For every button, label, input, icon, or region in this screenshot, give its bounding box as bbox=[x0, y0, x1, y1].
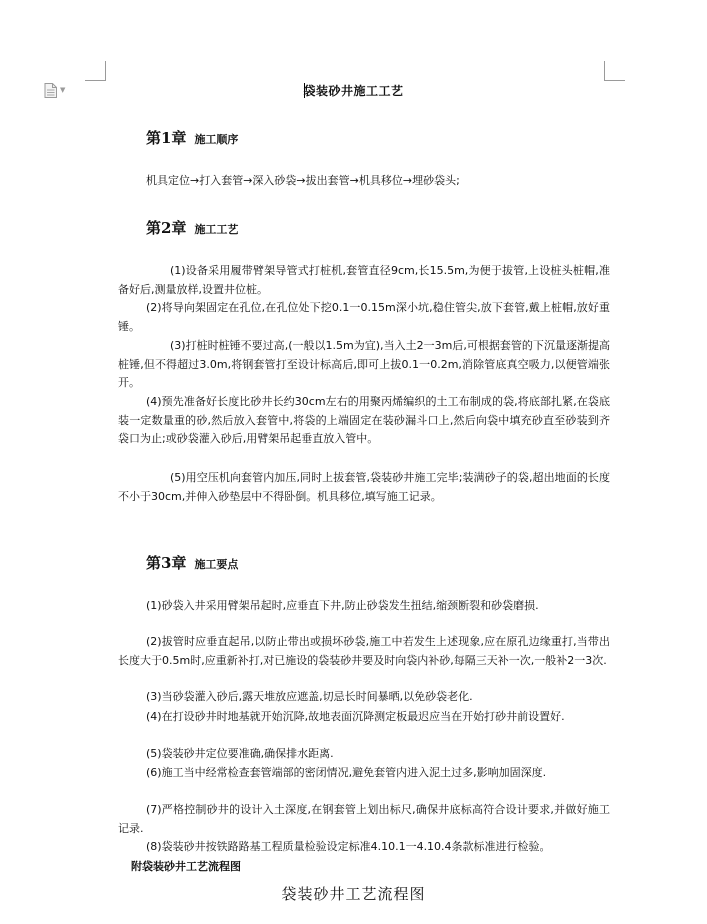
paragraph: (6)施工当中经常检查套管端部的密闭情况,避免套管内进入泥土过多,影响加固深度. bbox=[146, 766, 547, 779]
corner-mark-tl-h bbox=[85, 80, 105, 81]
corner-mark-tl-v bbox=[105, 61, 106, 81]
chapter-name: 施工要点 bbox=[194, 558, 239, 571]
paragraph: (1)设备采用履带臂架导管式打桩机,套管直径9cm,长15.5m,为便于拔管,上设桩头桩帽,准备好后,测量放样,设置井位桩。 bbox=[118, 264, 610, 296]
paragraph: (4)预先准备好长度比砂井长约30cm左右的用聚丙烯编织的土工布制成的袋,将底部扎紧,在袋底装一定数量重的砂,然后放入套管中,将袋的上端固定在装砂漏斗口上,然后向袋中填充砂直至砂装到齐袋口为止;或砂袋灌入砂后,用臂架吊起垂直放入管中。 bbox=[118, 395, 610, 445]
paragraph: (5)袋装砂井定位要准确,确保排水距离. bbox=[146, 747, 334, 760]
chapter-2-heading bbox=[146, 217, 238, 238]
paragraph: 机具定位→打入套管→深入砂袋→拔出套管→机具移位→埋砂袋头; bbox=[146, 174, 460, 187]
paragraph: (4)在打设砂井时地基就开始沉降,故地表面沉降测定板最迟应当在开始打砂井前设置好. bbox=[146, 710, 565, 723]
paragraph: (3)当砂袋灌入砂后,露天堆放应遮盖,切忌长时间暴晒,以免砂袋老化. bbox=[146, 690, 473, 703]
figure-title: 袋装砂井工艺流程图 bbox=[281, 885, 426, 903]
appendix-caption: 附袋装砂井工艺流程图 bbox=[131, 860, 241, 873]
document-title: 袋装砂井施工工艺 bbox=[303, 84, 404, 98]
chevron-down-icon[interactable]: ▼ bbox=[60, 86, 66, 94]
paragraph: (1)砂袋入井采用臂架吊起时,应垂直下井,防止砂袋发生扭结,缩颈断裂和砂袋磨损. bbox=[146, 599, 539, 612]
chapter-name: 施工工艺 bbox=[194, 223, 239, 236]
chapter-1-heading bbox=[146, 127, 238, 148]
paragraph: (5)用空压机向套管内加压,同时上拔套管,袋装砂井施工完毕;装满砂子的袋,超出地面的长度不小于30cm,并伸入砂垫层中不得卧倒。机具移位,填写施工记录。 bbox=[118, 471, 610, 503]
paragraph: (2)拔管时应垂直起吊,以防止带出或损坏砂袋,施工中若发生上述现象,应在原孔边缘重打,当带出长度大于0.5m时,应重新补打,对已施设的袋装砂井要及时向袋内补砂,每隔三天补一次,一般补2一3次. bbox=[118, 635, 610, 667]
chapter-number: 第1章 bbox=[146, 129, 187, 147]
chapter-number: 第3章 bbox=[146, 554, 187, 572]
chapter-3-heading bbox=[146, 552, 238, 573]
corner-mark-tr-h bbox=[605, 80, 625, 81]
chapter-number: 第2章 bbox=[146, 219, 187, 237]
chapter-name: 施工顺序 bbox=[194, 133, 239, 146]
paragraph: (2)将导向架固定在孔位,在孔位处下挖0.1一0.15m深小坑,稳住管尖,放下套管,戴上桩帽,放好重锤。 bbox=[118, 301, 610, 333]
corner-mark-tr-v bbox=[604, 61, 605, 81]
paragraph: (3)打桩时桩锤不要过高,(一般以1.5m为宜),当入土2一3m后,可根据套管的下沉量逐渐提高桩锤,但不得超过3.0m,将钢套管打至设计标高后,即可上拔0.1一0.2m,消除管底真空吸力,以便管端张开。 bbox=[118, 339, 610, 389]
paragraph: (8)袋装砂井按铁路路基工程质量检验设定标准4.10.1一4.10.4条款标准进行检验。 bbox=[146, 840, 551, 853]
paragraph: (7)严格控制砂井的设计入土深度,在钢套管上划出标尺,确保井底标高符合设计要求,并做好施工记录. bbox=[118, 803, 610, 835]
